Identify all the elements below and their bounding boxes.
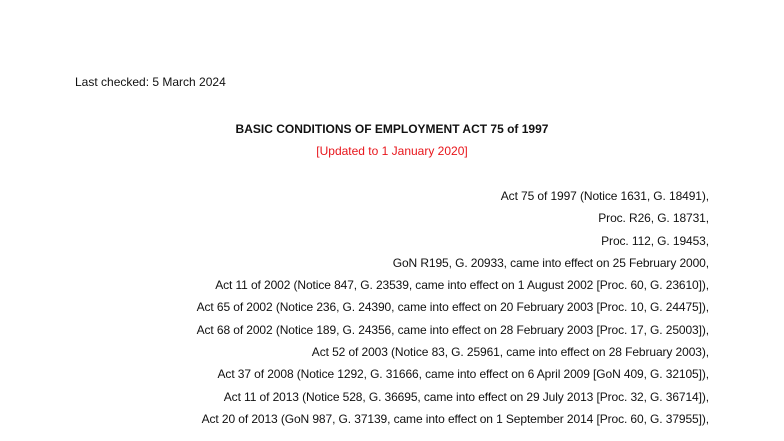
amendment-history-item: Act 11 of 2013 (Notice 528, G. 36695, came into effect on 29 July 2013 [Proc. 32, G. 36714]),: [223, 389, 709, 404]
amendment-history-item: Proc. 112, G. 19453,: [601, 233, 709, 248]
amendment-history-item: Act 11 of 2002 (Notice 847, G. 23539, came into effect on 1 August 2002 [Proc. 60, G. 23610]),: [215, 278, 709, 293]
last-checked-date: Last checked: 5 March 2024: [75, 75, 226, 89]
amendment-history-item: Act 20 of 2013 (GoN 987, G. 37139, came into effect on 1 September 2014 [Proc. 60, G. 37955]),: [201, 411, 709, 426]
amendment-history-item: Act 75 of 1997 (Notice 1631, G. 18491),: [500, 189, 709, 203]
updated-note: [Updated to 1 January 2020]: [316, 144, 468, 158]
amendment-history-item: Act 68 of 2002 (Notice 189, G. 24356, came into effect on 28 February 2003 [Proc. 17, G. 25003]),: [196, 322, 709, 337]
amendment-history-item: GoN R195, G. 20933, came into effect on 25 February 2000,: [392, 255, 709, 270]
amendment-history-item: Act 37 of 2008 (Notice 1292, G. 31666, came into effect on 6 April 2009 [GoN 409, G. 32105]),: [217, 367, 709, 382]
document-title: BASIC CONDITIONS OF EMPLOYMENT ACT 75 of 1997: [235, 122, 549, 136]
amendment-history-item: Proc. R26, G. 18731,: [598, 211, 709, 226]
amendment-history-item: Act 52 of 2003 (Notice 83, G. 25961, came into effect on 28 February 2003),: [311, 345, 709, 360]
amendment-history-item: Act 65 of 2002 (Notice 236, G. 24390, came into effect on 20 February 2003 [Proc. 10, G. 24475]),: [196, 300, 709, 315]
amendment-history-list: [197, 188, 709, 433]
